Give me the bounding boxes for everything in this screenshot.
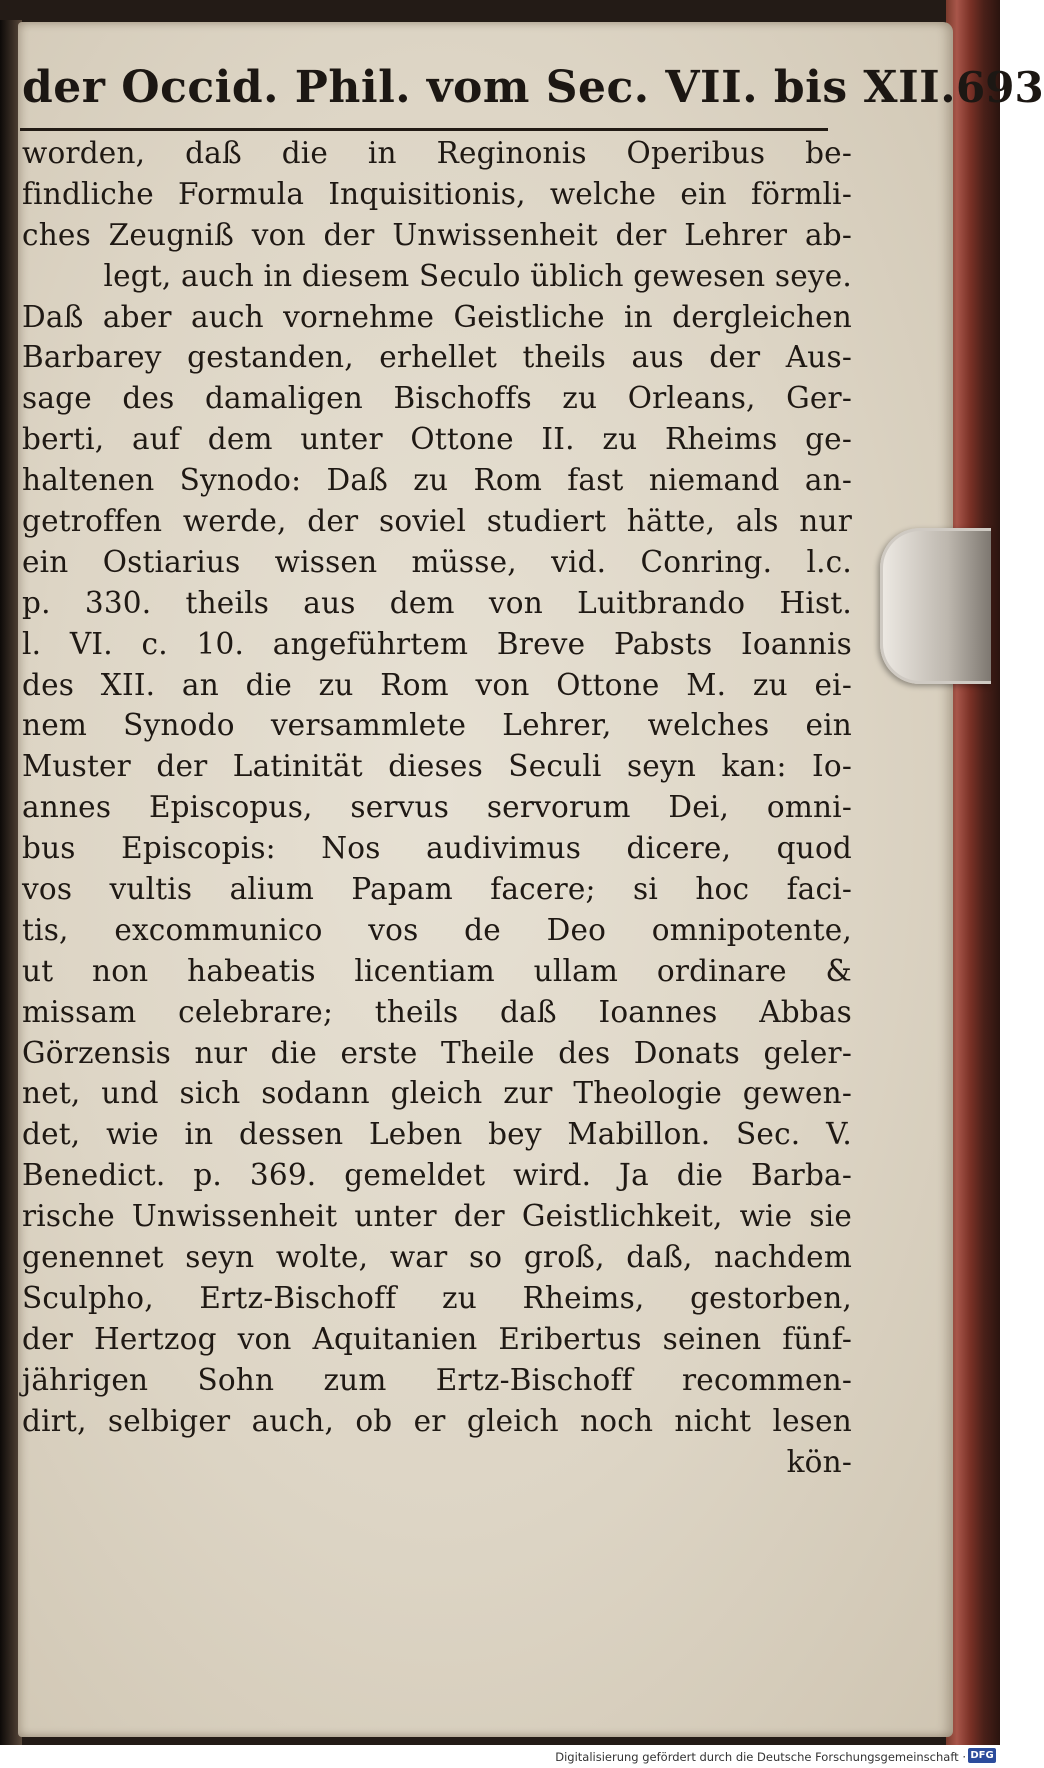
text-line: Barbarey gestanden, erhellet theils aus der Aus-: [22, 340, 852, 375]
text-line: missam celebrare; theils daß Ioannes Abbas: [22, 994, 852, 1029]
running-title: der Occid. Phil. vom Sec. VII. bis XII.: [22, 62, 957, 113]
text-line: legt, auch in diesem Seculo üblich gewesen seye.: [103, 258, 852, 293]
text-line: Sculpho, Ertz-Bischoff zu Rheims, gestorben,: [22, 1280, 852, 1315]
text-line: tis, excommunico vos de Deo omnipotente,: [22, 912, 852, 947]
text-line: Muster der Latinität dieses Seculi seyn kan: Io-: [22, 749, 852, 784]
text-line: ches Zeugniß von der Unwissenheit der Lehrer ab-: [22, 217, 852, 252]
book-fore-edge: [946, 0, 1000, 1745]
text-line: jährigen Sohn zum Ertz-Bischoff recommen-: [22, 1362, 852, 1397]
text-line: dirt, selbiger auch, ob er gleich noch nicht lesen: [22, 1403, 852, 1438]
text-line: p. 330. theils aus dem von Luitbrando Hist.: [22, 585, 852, 620]
text-line: Daß aber auch vornehme Geistliche in dergleichen: [22, 299, 852, 334]
text-line: annes Episcopus, servus servorum Dei, omni-: [22, 790, 852, 825]
text-line: des XII. an die zu Rom von Ottone M. zu ei-: [22, 667, 852, 702]
running-header: [22, 62, 1044, 113]
text-line: haltenen Synodo: Daß zu Rom fast niemand an-: [22, 463, 852, 498]
text-line: worden, daß die in Reginonis Operibus be-: [22, 136, 852, 170]
text-line: findliche Formula Inquisitionis, welche ein förmli-: [22, 176, 852, 211]
body-text: [22, 133, 852, 1482]
text-line: berti, auf dem unter Ottone II. zu Rheims ge-: [22, 422, 852, 457]
text-line: sage des damaligen Bischoffs zu Orleans, Ger-: [22, 381, 852, 416]
text-line: ut non habeatis licentiam ullam ordinare &: [22, 953, 852, 988]
book-clasp: [880, 528, 991, 684]
text-line: der Hertzog von Aquitanien Eribertus seinen fünf-: [22, 1321, 852, 1356]
text-line: genennet seyn wolte, war so groß, daß, nachdem: [22, 1240, 852, 1275]
text-line: ein Ostiarius wissen müsse, vid. Conring. l.c.: [22, 544, 852, 579]
text-line: getroffen werde, der soviel studiert hätte, als nur: [22, 504, 852, 539]
text-line: det, wie in dessen Leben bey Mabillon. Sec. V.: [22, 1117, 852, 1152]
header-rule: [20, 128, 828, 131]
text-line: Benedict. p. 369. gemeldet wird. Ja die Barba-: [22, 1158, 852, 1193]
text-line: net, und sich sodann gleich zur Theologie gewen-: [22, 1076, 852, 1111]
text-line: rische Unwissenheit unter der Geistlichkeit, wie sie: [22, 1199, 852, 1234]
page-number: 693: [956, 63, 1044, 112]
text-line: Görzensis nur die erste Theile des Donats geler-: [22, 1035, 852, 1070]
text-line: bus Episcopis: Nos audivimus dicere, quod: [22, 831, 852, 866]
text-line: vos vultis alium Papam facere; si hoc faci-: [22, 872, 852, 907]
catchword: kön-: [786, 1444, 852, 1479]
text-line: nem Synodo versammlete Lehrer, welches ein: [22, 708, 852, 743]
dfg-logo-icon: DFG: [968, 1748, 996, 1763]
text-line: l. VI. c. 10. angeführtem Breve Pabsts Ioannis: [22, 626, 852, 661]
digitization-credit: Digitalisierung gefördert durch die Deutsche Forschungsgemeinschaft ·: [555, 1750, 966, 1764]
